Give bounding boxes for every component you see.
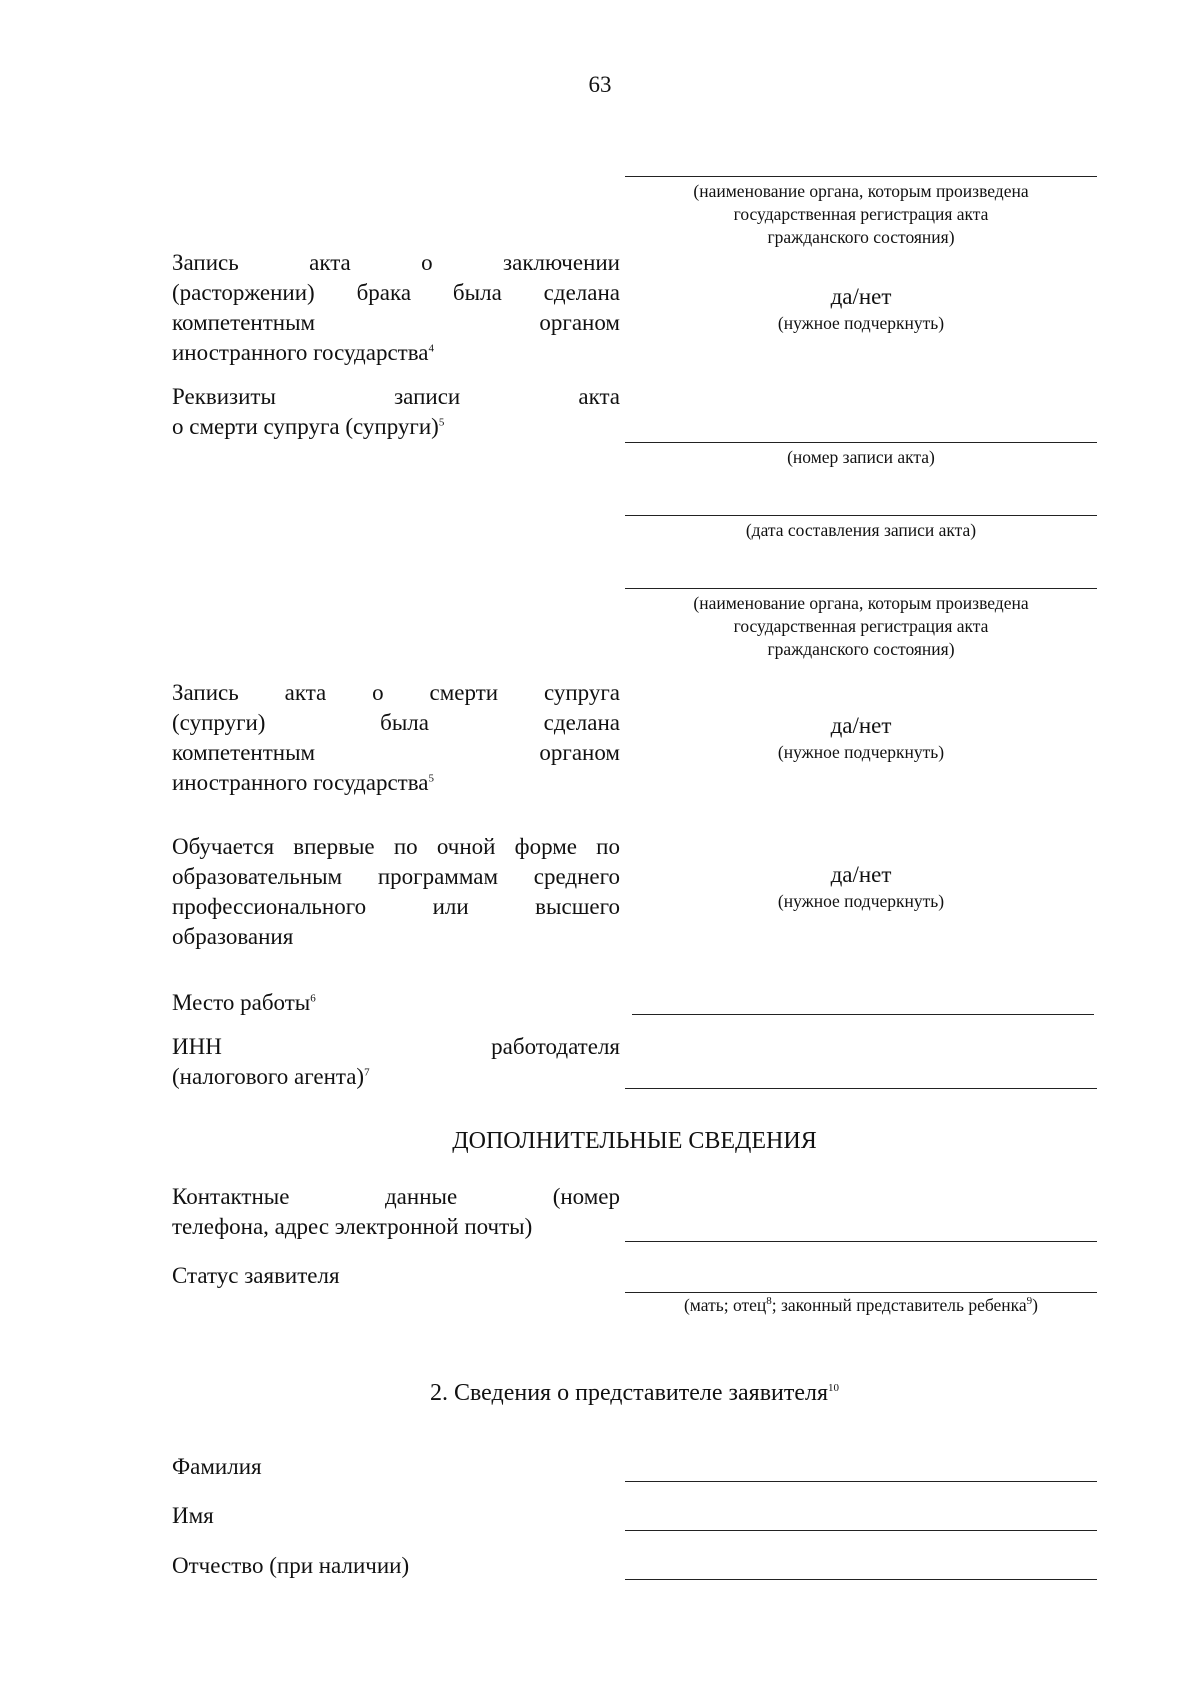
- label-line: иностранного государства: [172, 340, 429, 365]
- surname-label: Фамилия: [172, 1454, 262, 1479]
- org-name-caption: [625, 180, 1097, 249]
- inn-field-line[interactable]: [625, 1088, 1097, 1089]
- contacts-field-line[interactable]: [625, 1241, 1097, 1242]
- death-foreign-hint: (нужное подчеркнуть): [777, 742, 945, 762]
- patronymic-label: Отчество (при наличии): [172, 1553, 410, 1578]
- death-org-field-line[interactable]: [625, 588, 1097, 589]
- label-line: (налогового агента): [172, 1064, 365, 1089]
- label-line: компетентным органом: [172, 310, 620, 335]
- record-number-caption: (номер записи акта): [787, 447, 935, 467]
- record-date-caption: (дата составления записи акта): [745, 520, 977, 540]
- page-number: 63: [588, 72, 612, 97]
- title-text: 2. Сведения о представителе заявителя: [429, 1380, 829, 1406]
- label-line: ИНН работодателя: [172, 1034, 620, 1059]
- footnote-ref: 4: [428, 342, 434, 355]
- death-org-caption: [625, 592, 1097, 661]
- caption-line: (наименование органа, которым произведена: [693, 181, 1029, 201]
- label-line: Контактные данные (номер: [172, 1184, 620, 1209]
- label-line: о смерти супруга (супруги): [172, 414, 439, 439]
- first-name-field-line[interactable]: [625, 1530, 1097, 1531]
- status-label: Статус заявителя: [172, 1263, 340, 1288]
- footnote-ref: 6: [310, 992, 316, 1005]
- status-caption: [625, 1294, 1097, 1317]
- label-line: профессионального или высшего: [172, 894, 620, 919]
- surname-field-line[interactable]: [625, 1481, 1097, 1482]
- footnote-ref: 8: [766, 1295, 772, 1308]
- label-line: образования: [172, 924, 294, 949]
- caption-line: государственная регистрация акта: [733, 616, 989, 636]
- label-line: (супруги) была сделана: [172, 710, 620, 735]
- death-foreign-answer[interactable]: да/нет: [830, 713, 892, 738]
- extra-info-heading: ДОПОЛНИТЕЛЬНЫЕ СВЕДЕНИЯ: [452, 1128, 817, 1154]
- label-line: Реквизиты записи акта: [172, 384, 620, 409]
- study-hint: (нужное подчеркнуть): [777, 891, 945, 911]
- patronymic-field-line[interactable]: [625, 1579, 1097, 1580]
- marriage-foreign-hint: (нужное подчеркнуть): [777, 313, 945, 333]
- marriage-foreign-answer[interactable]: да/нет: [830, 284, 892, 309]
- contacts-label: [172, 1182, 620, 1242]
- label-line: образовательным программам среднего: [172, 864, 620, 889]
- label-line: Обучается впервые по очной форме по: [172, 834, 620, 859]
- section-2-title: [172, 1378, 1097, 1408]
- footnote-ref: 10: [828, 1382, 840, 1394]
- first-name-label: Имя: [172, 1503, 214, 1528]
- caption-line: государственная регистрация акта: [733, 204, 989, 224]
- death-record-label: [172, 382, 620, 442]
- caption-text: (мать; отец: [683, 1295, 767, 1315]
- inn-label: [172, 1032, 620, 1092]
- label-line: телефона, адрес электронной почты): [172, 1214, 533, 1239]
- label-line: Запись акта о заключении: [172, 250, 620, 275]
- footnote-ref: 7: [364, 1066, 370, 1079]
- org-name-field-line[interactable]: [625, 176, 1097, 177]
- footnote-ref: 9: [1026, 1295, 1033, 1308]
- workplace-field-line[interactable]: [632, 1014, 1094, 1015]
- caption-line: (наименование органа, которым произведена: [693, 593, 1029, 613]
- footnote-ref: 5: [428, 772, 434, 785]
- label-line: иностранного государства: [172, 770, 429, 795]
- label-line: (расторжении) брака была сделана: [172, 280, 620, 305]
- death-foreign-label: [172, 678, 620, 798]
- caption-line: гражданского состояния): [767, 639, 955, 659]
- study-label: [172, 832, 620, 952]
- record-date-field-line[interactable]: [625, 515, 1097, 516]
- caption-line: гражданского состояния): [767, 227, 955, 247]
- workplace-label: [172, 988, 620, 1018]
- status-field-line[interactable]: [625, 1292, 1097, 1293]
- study-answer[interactable]: да/нет: [830, 862, 892, 887]
- footnote-ref: 5: [438, 416, 445, 429]
- record-number-field-line[interactable]: [625, 442, 1097, 443]
- label-text: Место работы: [172, 990, 311, 1015]
- label-line: Запись акта о смерти супруга: [172, 680, 620, 705]
- label-line: компетентным органом: [172, 740, 620, 765]
- marriage-foreign-label: [172, 248, 620, 368]
- caption-text: ; законный представитель ребенка: [771, 1295, 1027, 1315]
- caption-text: ): [1032, 1295, 1038, 1315]
